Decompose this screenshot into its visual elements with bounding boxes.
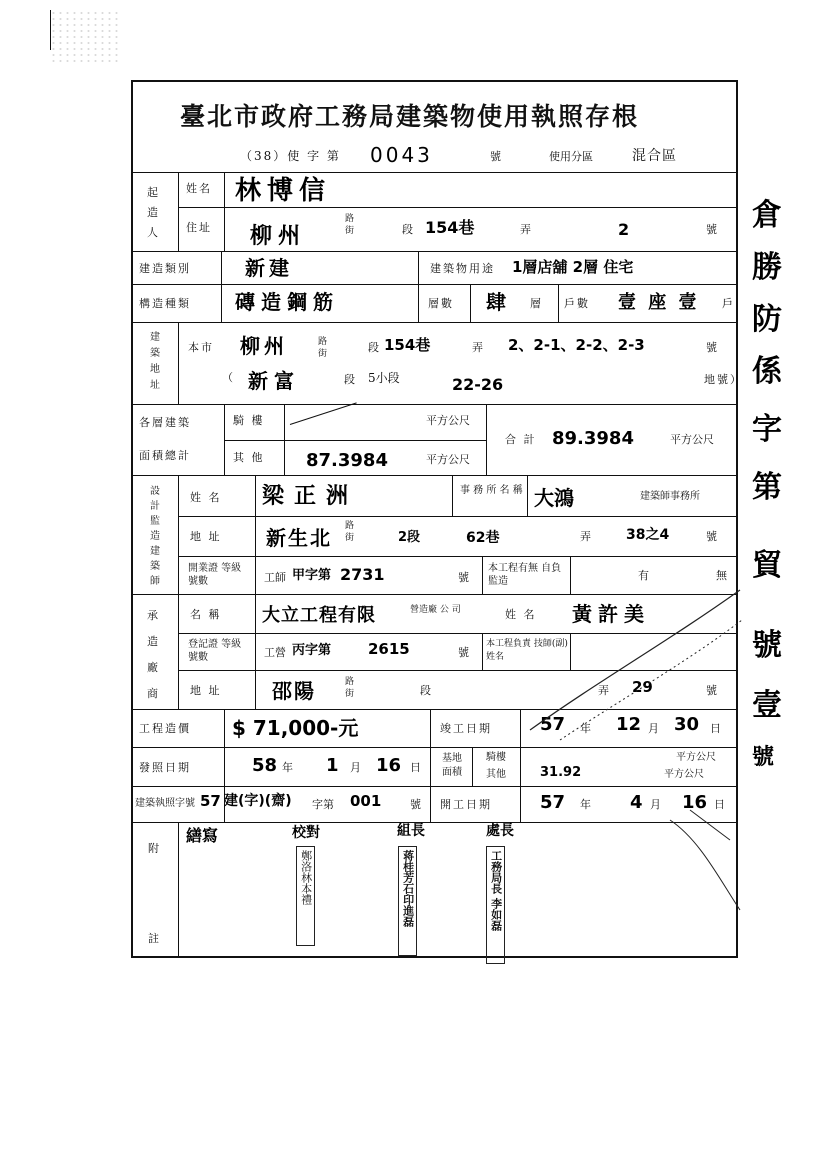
households-value: 壹 座 壹 xyxy=(618,292,700,313)
area-arcade-label: 騎 樓 xyxy=(233,414,265,427)
rule xyxy=(178,822,179,958)
completion-day-unit: 日 xyxy=(710,722,723,735)
builder-address-label: 住址 xyxy=(186,221,212,234)
margin-char: 係 xyxy=(752,354,782,389)
rule xyxy=(255,475,256,709)
permit-number-value: 0043 xyxy=(370,143,433,167)
rule xyxy=(224,172,225,251)
rule xyxy=(178,172,179,251)
site-district-section: 段 xyxy=(344,373,357,386)
site-section: 段 xyxy=(368,341,381,354)
contractor-person-value: 黃許美 xyxy=(572,602,650,626)
contractor-person-label: 姓 名 xyxy=(505,608,537,621)
issue-day: 16 xyxy=(376,755,402,776)
site-numbers: 2、2-1、2-2、2-3 xyxy=(508,336,645,354)
signature-section-chief: 組長 xyxy=(397,823,425,839)
designer-address-road: 路 街 xyxy=(345,521,355,543)
base-arcade-unit: 平方公尺 xyxy=(676,752,716,763)
margin-char: 號 xyxy=(752,745,775,770)
builder-address-city: 柳州 xyxy=(250,224,307,249)
scan-edge-line xyxy=(50,10,51,50)
construction-type-value: 新建 xyxy=(245,256,293,280)
contractor-address-alley: 弄 xyxy=(598,684,611,697)
floors-value: 肆 xyxy=(486,290,506,314)
cost-value: $ 71,000-元 xyxy=(232,716,359,740)
cost-label: 工程造價 xyxy=(139,722,191,735)
rule xyxy=(284,404,285,475)
issue-year: 58 xyxy=(252,755,278,776)
site-city-prefix: 本市 xyxy=(188,341,214,354)
area-total-label: 合 計 xyxy=(505,433,537,446)
start-label: 開工日期 xyxy=(440,798,492,811)
rule xyxy=(430,709,431,822)
rule xyxy=(482,556,483,594)
rule xyxy=(472,747,473,786)
stamp-director: 工務局長 李如磊 xyxy=(486,846,505,964)
designer-license-suffix: 號 xyxy=(458,571,471,584)
designer-address-number: 38之4 xyxy=(626,527,670,543)
designer-supervise-no: 無 xyxy=(716,569,729,582)
start-day-unit: 日 xyxy=(714,798,727,811)
permit-number-prefix: （38）使 字 第 xyxy=(240,149,341,163)
rule xyxy=(224,440,486,441)
builder-address-section: 段 xyxy=(402,223,415,236)
completion-label: 竣工日期 xyxy=(440,722,492,735)
margin-char: 第 xyxy=(752,470,782,505)
contractor-address-section: 段 xyxy=(420,684,433,697)
issue-label: 發照日期 xyxy=(139,761,191,774)
permit-value-year: 57 xyxy=(200,792,221,810)
designer-section-label: 設計監造建築師 xyxy=(150,486,160,587)
margin-char: 壹 xyxy=(752,688,782,723)
designer-address-label: 地 址 xyxy=(190,530,222,543)
margin-char: 防 xyxy=(752,302,782,337)
rule xyxy=(131,322,738,323)
contractor-reg-prefix: 工營 xyxy=(264,646,286,659)
rule xyxy=(558,284,559,322)
designer-office-label: 事 務 所 名 稱 xyxy=(460,485,523,496)
rule xyxy=(178,322,179,404)
margin-char: 倉 xyxy=(752,198,782,233)
site-lot-label: 地號） xyxy=(704,373,743,386)
builder-address-number: 2 xyxy=(618,220,630,239)
contractor-reg-suffix: 號 xyxy=(458,646,471,659)
completion-day: 30 xyxy=(674,714,700,735)
base-area-label: 基地面積 xyxy=(442,753,462,778)
rule xyxy=(131,251,738,252)
contractor-address-value: 邵陽 xyxy=(272,679,316,703)
rule xyxy=(131,475,738,476)
start-month-unit: 月 xyxy=(650,798,663,811)
area-label-top: 各層建築 xyxy=(139,416,191,429)
contractor-tech-label: 本工程負責 技師(副)姓名 xyxy=(486,639,568,662)
contractor-name-value: 大立工程有限 xyxy=(262,605,376,626)
permit-value-suffix: 號 xyxy=(410,798,423,811)
issue-month: 1 xyxy=(326,755,339,776)
rule xyxy=(224,404,225,475)
area-other-value: 87.3984 xyxy=(306,450,388,471)
contractor-reg-value: 2615 xyxy=(368,640,410,658)
base-other-unit: 平方公尺 xyxy=(664,769,704,780)
site-lane: 154巷 xyxy=(384,336,431,354)
rule xyxy=(527,475,528,516)
start-year: 57 xyxy=(540,792,566,813)
start-day: 16 xyxy=(682,792,708,813)
completion-year: 57 xyxy=(540,714,566,735)
designer-address-lane: 62巷 xyxy=(466,530,500,546)
contractor-reg-label: 登記證 等級號數 xyxy=(188,639,242,663)
designer-address-alley: 弄 xyxy=(580,530,593,543)
structure-label: 構造種類 xyxy=(139,297,191,310)
floors-unit: 層 xyxy=(530,297,543,310)
stamp-checker: 鄭洛林本禮 xyxy=(296,846,315,946)
site-lot: 22-26 xyxy=(452,375,504,394)
designer-office-value: 大鴻 xyxy=(534,486,574,510)
rule xyxy=(178,207,738,208)
start-year-unit: 年 xyxy=(580,798,593,811)
contractor-address-road: 路 街 xyxy=(345,677,355,699)
permit-value-number: 001 xyxy=(350,792,382,810)
contractor-address-label: 地 址 xyxy=(190,684,222,697)
households-label: 戶數 xyxy=(564,297,590,310)
area-total-unit: 平方公尺 xyxy=(670,433,714,446)
area-total-value: 89.3984 xyxy=(552,428,634,449)
contractor-reg-type: 丙字第 xyxy=(292,643,332,658)
rule xyxy=(418,251,419,322)
designer-address-value: 新生北 xyxy=(266,526,332,550)
site-label: 建築地址 xyxy=(150,332,160,391)
building-use-value: 1層店舖 2層 住宅 xyxy=(512,258,634,276)
rule xyxy=(131,172,738,173)
margin-notes xyxy=(752,190,792,780)
base-other-label: 其他 xyxy=(486,769,506,780)
construction-type-label: 建造類別 xyxy=(139,262,191,275)
zone-label: 使用分區 xyxy=(549,150,593,163)
scan-noise xyxy=(50,10,120,65)
site-number-label: 號 xyxy=(706,341,719,354)
zone-value: 混合區 xyxy=(632,148,677,164)
rule xyxy=(131,404,738,405)
floors-label: 層數 xyxy=(428,297,454,310)
site-road: 柳州 xyxy=(240,334,288,358)
designer-license-label: 開業證 等級號數 xyxy=(188,563,242,587)
designer-name-value: 梁正洲 xyxy=(262,484,359,509)
signature-checker: 校對 xyxy=(292,825,320,841)
rule xyxy=(178,516,738,517)
signature-director: 處長 xyxy=(486,823,514,839)
issue-day-unit: 日 xyxy=(410,761,423,774)
site-district-open: （ xyxy=(222,371,235,384)
stamp-section-chief: 蒋桂芳石印進磊 xyxy=(398,846,417,956)
issue-month-unit: 月 xyxy=(350,761,363,774)
designer-license-value: 2731 xyxy=(340,565,385,584)
site-small-section: 5小段 xyxy=(368,371,400,385)
rule xyxy=(131,284,738,285)
permit-value-type: 建(字)(齋) xyxy=(224,793,292,809)
designer-address-section: 2段 xyxy=(398,530,421,545)
building-use-label: 建築物用途 xyxy=(430,262,495,275)
remarks-label-bottom: 註 xyxy=(148,932,161,945)
designer-supervise-label: 本工程有無 自負監造 xyxy=(488,563,562,587)
designer-license-prefix: 工師 xyxy=(264,571,286,584)
signature-clerk: 繕寫 xyxy=(186,826,219,845)
designer-license-type: 甲字第 xyxy=(292,568,332,583)
builder-section-label: 起 造 人 xyxy=(147,186,160,239)
permit-value-mid: 字第 xyxy=(312,798,334,811)
builder-address-road: 路 街 xyxy=(345,214,355,236)
site-road-suffix: 路 街 xyxy=(318,337,328,359)
permit-label: 建築執照字號 xyxy=(135,798,195,809)
contractor-section-label: 承 造 廠 商 xyxy=(147,609,160,700)
document-title: 臺北市政府工務局建築物使用執照存根 xyxy=(180,102,640,131)
start-month: 4 xyxy=(630,792,643,813)
margin-char: 貿 xyxy=(752,548,782,583)
builder-address-alley: 弄 xyxy=(520,223,533,236)
contractor-address-no: 號 xyxy=(706,684,719,697)
contractor-name-label: 名 稱 xyxy=(190,608,222,621)
households-unit: 戶 xyxy=(722,297,735,310)
base-arcade-label: 騎樓 xyxy=(486,752,506,763)
remarks-label-top: 附 xyxy=(148,842,161,855)
base-other-value: 31.92 xyxy=(540,765,582,780)
contractor-name-suffix: 營造廠 公 司 xyxy=(410,605,461,615)
site-district: 新富 xyxy=(248,369,300,393)
completion-year-unit: 年 xyxy=(580,722,593,735)
designer-supervise-yes: 有 xyxy=(638,569,651,582)
builder-address-no-label: 號 xyxy=(706,223,719,236)
rule xyxy=(178,475,179,709)
margin-char: 號 xyxy=(752,628,782,663)
completion-month: 12 xyxy=(616,714,642,735)
rule xyxy=(486,404,487,475)
designer-address-no: 號 xyxy=(706,530,719,543)
handwritten-strokes xyxy=(520,580,750,920)
rule xyxy=(470,284,471,322)
area-other-label: 其 他 xyxy=(233,451,265,464)
area-arcade-unit: 平方公尺 xyxy=(426,414,470,427)
structure-value: 磚造鋼筋 xyxy=(235,290,339,314)
designer-name-label: 姓 名 xyxy=(190,491,222,504)
builder-name-value: 林博信 xyxy=(235,176,332,206)
rule xyxy=(482,633,483,670)
margin-char: 勝 xyxy=(752,250,782,285)
permit-number-suffix: 號 xyxy=(490,150,501,163)
margin-char: 字 xyxy=(752,412,782,447)
completion-month-unit: 月 xyxy=(648,722,661,735)
site-alley: 弄 xyxy=(472,341,485,354)
designer-office-suffix: 建築師事務所 xyxy=(640,491,700,502)
contractor-address-number: 29 xyxy=(632,678,653,696)
rule xyxy=(178,556,738,557)
area-other-unit: 平方公尺 xyxy=(426,453,470,466)
builder-address-lane: 154巷 xyxy=(425,218,475,237)
builder-name-label: 姓名 xyxy=(186,182,212,195)
rule xyxy=(452,475,453,516)
area-label-bottom: 面積總計 xyxy=(139,449,191,462)
rule xyxy=(221,251,222,322)
issue-year-unit: 年 xyxy=(282,761,295,774)
